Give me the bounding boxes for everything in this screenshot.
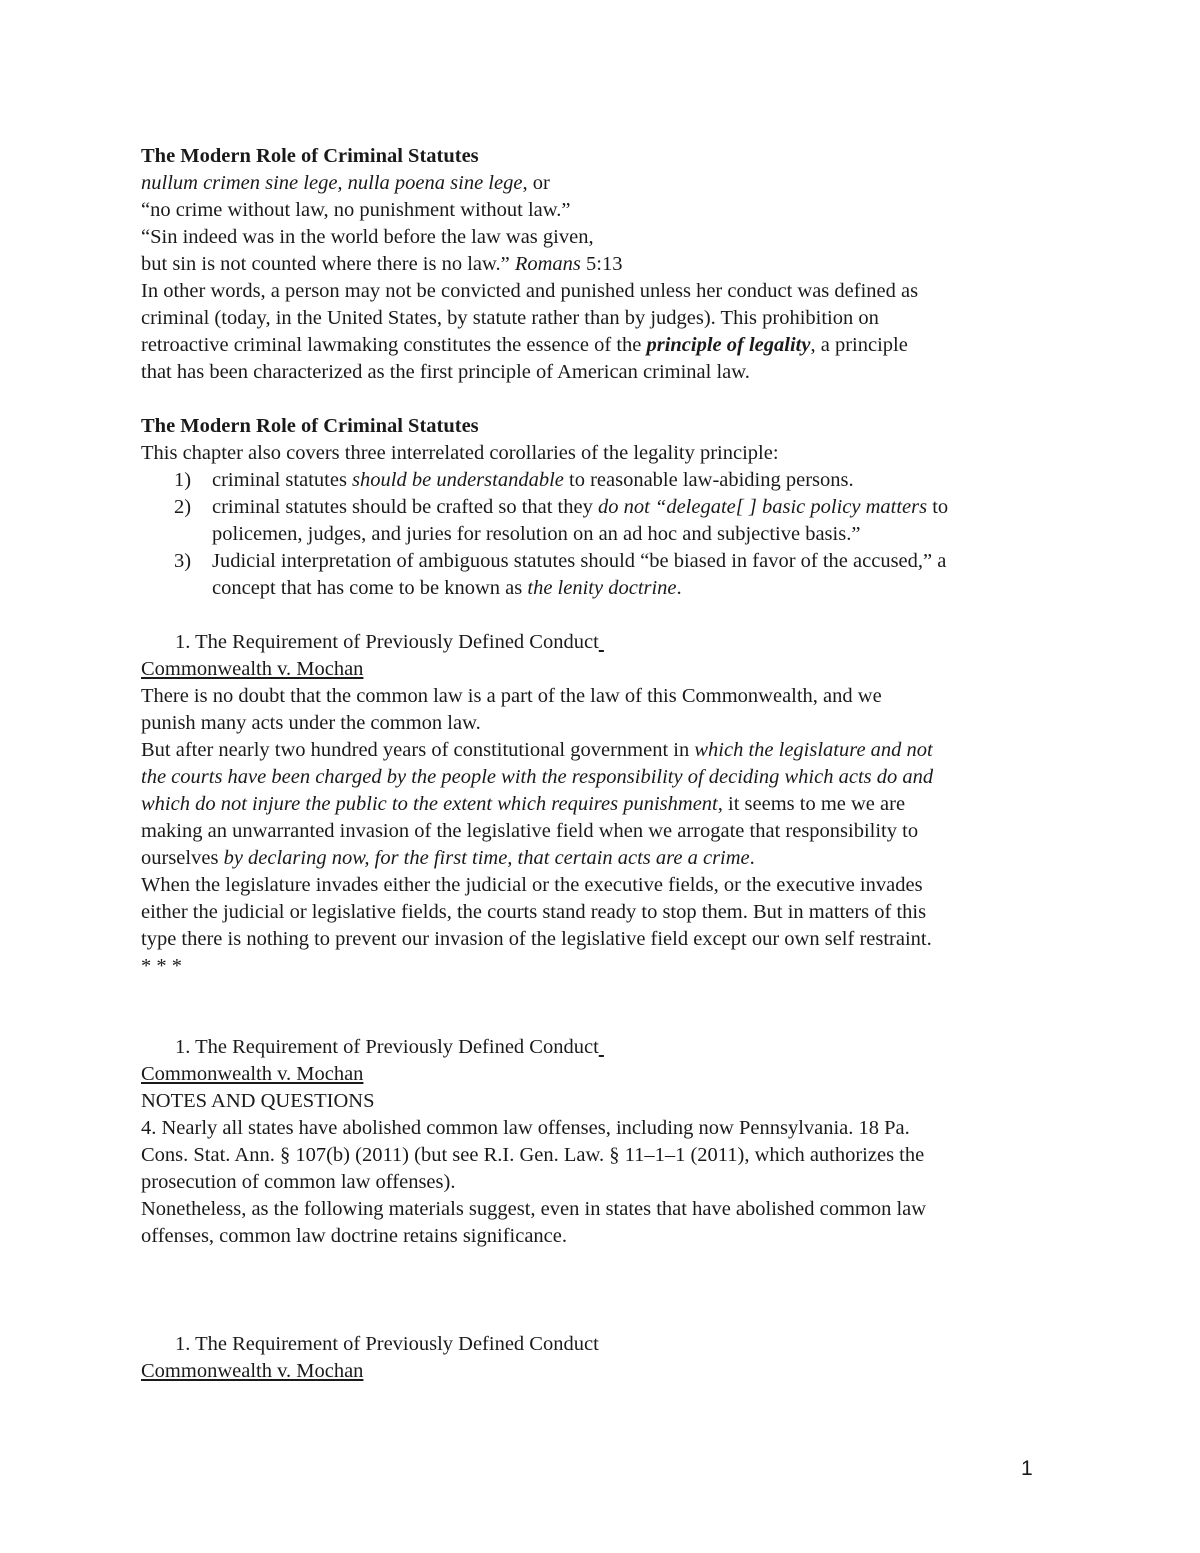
maxim-translation: “no crime without law, no punishment without law.”: [141, 199, 571, 221]
subsection-heading: 1. The Requirement of Previously Defined Conduct: [175, 1333, 599, 1355]
latin-maxim-line: nullum crimen sine lege, nulla poena sine lege, or: [141, 172, 550, 194]
paragraph-line: retroactive criminal lawmaking constitutes the essence of the principle of legality, a principle: [141, 334, 908, 356]
paragraph-line: There is no doubt that the common law is a part of the law of this Commonwealth, and we: [141, 685, 882, 707]
scripture-quote-line: but sin is not counted where there is no law.” Romans 5:13: [141, 253, 623, 275]
page-number: 1: [1021, 1457, 1033, 1480]
corollaries-list: [141, 467, 1071, 602]
paragraph-line: which do not injure the public to the extent which requires punishment, it seems to me we are: [141, 793, 906, 815]
list-item: 1) criminal statutes should be understandable to reasonable law-abiding persons.: [174, 469, 854, 491]
notes-heading: NOTES AND QUESTIONS: [141, 1090, 375, 1112]
list-item: 3) Judicial interpretation of ambiguous statutes should “be biased in favor of the accused,” a concept that has come to be known as the lenity doctrine.: [174, 550, 947, 599]
paragraph-line: When the legislature invades either the judicial or the executive fields, or the executive invades: [141, 874, 923, 896]
paragraph-line: offenses, common law doctrine retains significance.: [141, 1225, 567, 1247]
document-body: [141, 143, 1071, 1385]
section-heading: The Modern Role of Criminal Statutes: [141, 145, 479, 167]
paragraph-line: 4. Nearly all states have abolished common law offenses, including now Pennsylvania. 18 Pa.: [141, 1117, 910, 1139]
paragraph-line: either the judicial or legislative fields, the courts stand ready to stop them. But in matters of this: [141, 901, 927, 923]
paragraph-line: punish many acts under the common law.: [141, 712, 481, 734]
section-intro: This chapter also covers three interrelated corollaries of the legality principle:: [141, 442, 779, 464]
paragraph-line: the courts have been charged by the people with the responsibility of deciding which acts do and: [141, 766, 934, 788]
case-name: Commonwealth v. Mochan: [141, 1063, 364, 1085]
case-name: Commonwealth v. Mochan: [141, 658, 364, 680]
section-break-stars: * * *: [141, 955, 182, 977]
subsection-heading: 1. The Requirement of Previously Defined Conduct: [175, 631, 599, 653]
case-name: Commonwealth v. Mochan: [141, 1360, 364, 1382]
paragraph-line: making an unwarranted invasion of the legislative field when we arrogate that responsibility to: [141, 820, 919, 842]
paragraph-line: Cons. Stat. Ann. § 107(b) (2011) (but see R.I. Gen. Law. § 11–1–1 (2011), which authorizes the: [141, 1144, 925, 1166]
list-item: 2) criminal statutes should be crafted so that they do not “delegate[ ] basic policy matters to policemen, judges, and juries for resolution on an ad hoc and subjective basis.”: [174, 496, 949, 545]
paragraph-line: Nonetheless, as the following materials suggest, even in states that have abolished common law: [141, 1198, 927, 1220]
paragraph-line: ourselves by declaring now, for the first time, that certain acts are a crime.: [141, 847, 755, 869]
paragraph-line: criminal (today, in the United States, by statute rather than by judges). This prohibition on: [141, 307, 879, 329]
paragraph-line: In other words, a person may not be convicted and punished unless her conduct was defined as: [141, 280, 919, 302]
scripture-quote-line: “Sin indeed was in the world before the law was given,: [141, 226, 594, 248]
paragraph-line: that has been characterized as the first principle of American criminal law.: [141, 361, 750, 383]
key-term: principle of legality: [646, 334, 811, 356]
paragraph-line: But after nearly two hundred years of constitutional government in which the legislature and not: [141, 739, 933, 761]
section-heading: The Modern Role of Criminal Statutes: [141, 415, 479, 437]
subsection-heading: 1. The Requirement of Previously Defined Conduct: [175, 1036, 599, 1058]
scripture-citation: Romans: [514, 253, 581, 275]
paragraph-line: prosecution of common law offenses).: [141, 1171, 456, 1193]
paragraph-line: type there is nothing to prevent our invasion of the legislative field except our own self restraint.: [141, 928, 932, 950]
latin-maxim: nullum crimen sine lege, nulla poena sine lege: [141, 172, 523, 194]
